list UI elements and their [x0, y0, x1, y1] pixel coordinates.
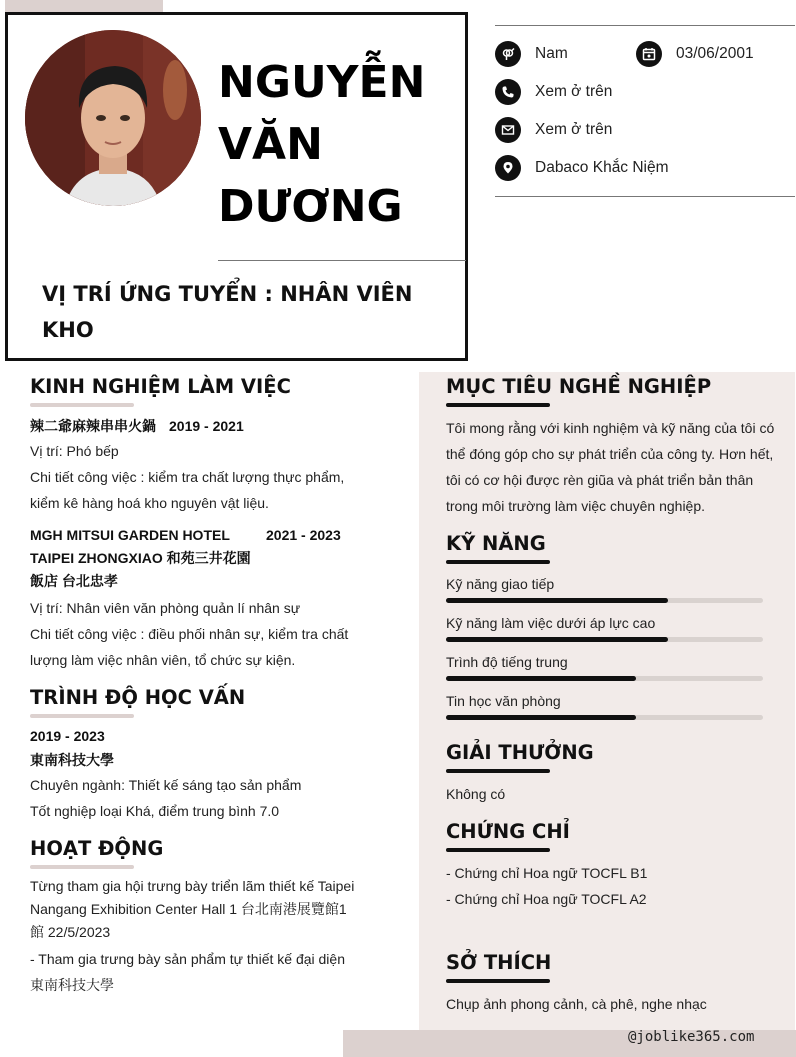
position-line-1: VỊ TRÍ ỨNG TUYỂN : NHÂN VIÊN [42, 282, 413, 306]
skill-label-3: Trình độ tiếng trung [446, 654, 568, 670]
certificate-2: - Chứng chỉ Hoa ngữ TOCFL A2 [446, 891, 647, 907]
education-grade: Tốt nghiệp loại Khá, điểm trung bình 7.0 [30, 803, 280, 819]
gender-value: Nam [535, 45, 568, 62]
skill-bar-fill-4 [446, 715, 636, 720]
avatar-portrait-icon [25, 30, 201, 206]
contact-birthdate [636, 41, 754, 67]
skill-label-2: Kỹ năng làm việc dưới áp lực cao [446, 615, 656, 631]
hobbies-underline [446, 979, 550, 983]
job1-role: Vị trí: Phó bếp [30, 443, 119, 459]
skill-bar-1 [446, 598, 763, 603]
activities-line4: - Tham gia trưng bày sản phẩm tự thiết kế đại diện [30, 951, 345, 967]
job2-period: 2021 - 2023 [266, 527, 341, 543]
certificates-underline [446, 848, 550, 852]
job1-detail-line2: kiểm kê hàng hoá kho nguyên vật liệu. [30, 495, 269, 511]
birthdate-value: 03/06/2001 [676, 45, 754, 62]
candidate-name [218, 52, 458, 238]
objective-line4: trong môi trường làm việc chuyên nghiệp. [446, 498, 706, 514]
hobbies-title: SỞ THÍCH [446, 951, 552, 974]
job1-period: 2019 - 2021 [169, 418, 244, 434]
skills-underline [446, 560, 550, 564]
avatar [25, 30, 201, 206]
skills-title: KỸ NĂNG [446, 532, 546, 555]
job1-company: 辣二爺麻辣串串火鍋 [30, 418, 156, 434]
certificate-1: - Chứng chỉ Hoa ngữ TOCFL B1 [446, 865, 648, 881]
job2-company-line1: MGH MITSUI GARDEN HOTEL [30, 527, 230, 543]
name-divider [218, 260, 466, 261]
experience-title: KINH NGHIỆM LÀM VIỆC [30, 375, 291, 398]
certificates-title: CHỨNG CHỈ [446, 820, 570, 843]
skill-bar-2 [446, 637, 763, 642]
calendar-icon [636, 41, 662, 67]
hobbies-text: Chụp ảnh phong cảnh, cà phê, nghe nhạc [446, 996, 707, 1012]
watermark: @joblike365.com [628, 1029, 755, 1045]
skill-label-1: Kỹ năng giao tiếp [446, 576, 555, 592]
awards-underline [446, 769, 550, 773]
skill-label-4: Tin học văn phòng [446, 693, 561, 709]
email-icon [495, 117, 521, 143]
job2-detail-line2: lượng làm việc nhân viên, tổ chức sự kiện. [30, 652, 296, 668]
position-applied [42, 276, 442, 348]
job2-company-line2: TAIPEI ZHONGXIAO 和苑三井花園 [30, 550, 251, 566]
contact-gender [495, 41, 568, 67]
name-line-1: NGUYỄN [218, 57, 426, 108]
awards-text: Không có [446, 786, 506, 802]
contact-phone [495, 79, 612, 105]
job2-role: Vị trí: Nhân viên văn phòng quản lí nhân sự [30, 600, 301, 616]
activities-title: HOẠT ĐỘNG [30, 837, 164, 860]
education-school: 東南科技大學 [30, 752, 114, 768]
skill-bar-fill-1 [446, 598, 668, 603]
position-line-2: KHO [42, 318, 94, 342]
contact-address [495, 155, 669, 181]
location-pin-icon [495, 155, 521, 181]
objective-line1: Tôi mong rằng với kinh nghiệm và kỹ năng của tôi có [446, 420, 775, 436]
activities-line2: Nangang Exhibition Center Hall 1 台北南港展覽館1 [30, 901, 347, 917]
address-value: Dabaco Khắc Niệm [535, 159, 669, 176]
skill-bar-3 [446, 676, 763, 681]
education-underline [30, 714, 134, 718]
awards-title: GIẢI THƯỞNG [446, 741, 594, 764]
gender-icon [495, 41, 521, 67]
objective-underline [446, 403, 550, 407]
job2-company-line3: 飯店 台北忠孝 [30, 573, 118, 589]
skill-bar-4 [446, 715, 763, 720]
activities-line1: Từng tham gia hội trưng bày triển lãm thiết kế Taipei [30, 878, 355, 894]
contact-divider-top [495, 25, 795, 26]
activities-line3: 館 22/5/2023 [30, 924, 111, 940]
name-line-3: DƯƠNG [218, 181, 403, 232]
objective-line3: tôi có cơ hội được rèn giũa và phát triển bản thân [446, 472, 754, 488]
name-line-2: VĂN [218, 119, 323, 170]
education-major: Chuyên ngành: Thiết kế sáng tạo sản phẩm [30, 777, 302, 793]
skill-bar-fill-3 [446, 676, 636, 681]
email-value: Xem ở trên [535, 121, 613, 138]
objective-title: MỤC TIÊU NGHỀ NGHIỆP [446, 375, 712, 398]
activities-underline [30, 865, 134, 869]
objective-line2: thể đóng góp cho sự phát triển của công ty. Hơn hết, [446, 446, 774, 462]
phone-icon [495, 79, 521, 105]
experience-underline [30, 403, 134, 407]
activities-line5: 東南科技大學 [30, 977, 114, 993]
education-title: TRÌNH ĐỘ HỌC VẤN [30, 686, 246, 709]
job1-detail-line1: Chi tiết công việc : kiểm tra chất lượng thực phẩm, [30, 469, 345, 485]
phone-value: Xem ở trên [535, 83, 613, 100]
job2-detail-line1: Chi tiết công việc : điều phối nhân sự, kiểm tra chất [30, 626, 349, 642]
contact-divider-bottom [495, 196, 795, 197]
contact-email [495, 117, 612, 143]
skill-bar-fill-2 [446, 637, 668, 642]
education-period: 2019 - 2023 [30, 728, 105, 744]
